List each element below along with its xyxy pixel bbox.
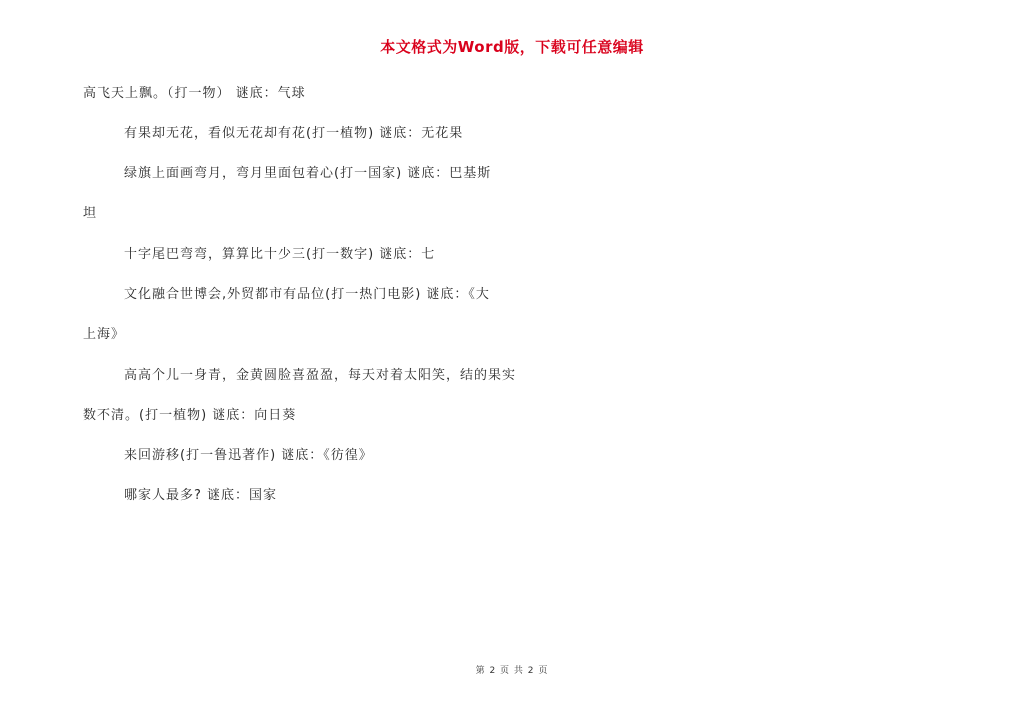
riddle-line-4: 十字尾巴弯弯，算算比十少三(打一数字) 谜底：七 bbox=[124, 247, 436, 262]
riddle-line-6: 高高个儿一身青，金黄圆脸喜盈盈，每天对着太阳笑，结的果实 bbox=[124, 368, 517, 383]
riddle-line-5-continued: 上海》 bbox=[83, 327, 126, 342]
page-header-title: 本文格式为Word版，下载可任意编辑 bbox=[380, 38, 644, 56]
page-footer-number: 第 2 页 共 2 页 bbox=[475, 666, 549, 676]
riddle-line-3: 绿旗上面画弯月，弯月里面包着心(打一国家) 谜底：巴基斯 bbox=[124, 166, 492, 181]
riddle-line-1: 高飞天上飘。（打一物） 谜底：气球 bbox=[83, 86, 306, 101]
riddle-line-6-continued: 数不清。(打一植物) 谜底：向日葵 bbox=[83, 408, 297, 423]
riddle-line-5: 文化融合世博会,外贸都市有品位(打一热门电影) 谜底：《大 bbox=[124, 287, 490, 302]
riddle-line-8: 哪家人最多? 谜底：国家 bbox=[124, 488, 278, 503]
riddle-line-2: 有果却无花，看似无花却有花(打一植物) 谜底：无花果 bbox=[124, 126, 464, 141]
riddle-line-7: 来回游移(打一鲁迅著作) 谜底：《彷徨》 bbox=[124, 448, 373, 463]
riddle-line-3-continued: 坦 bbox=[83, 206, 98, 221]
